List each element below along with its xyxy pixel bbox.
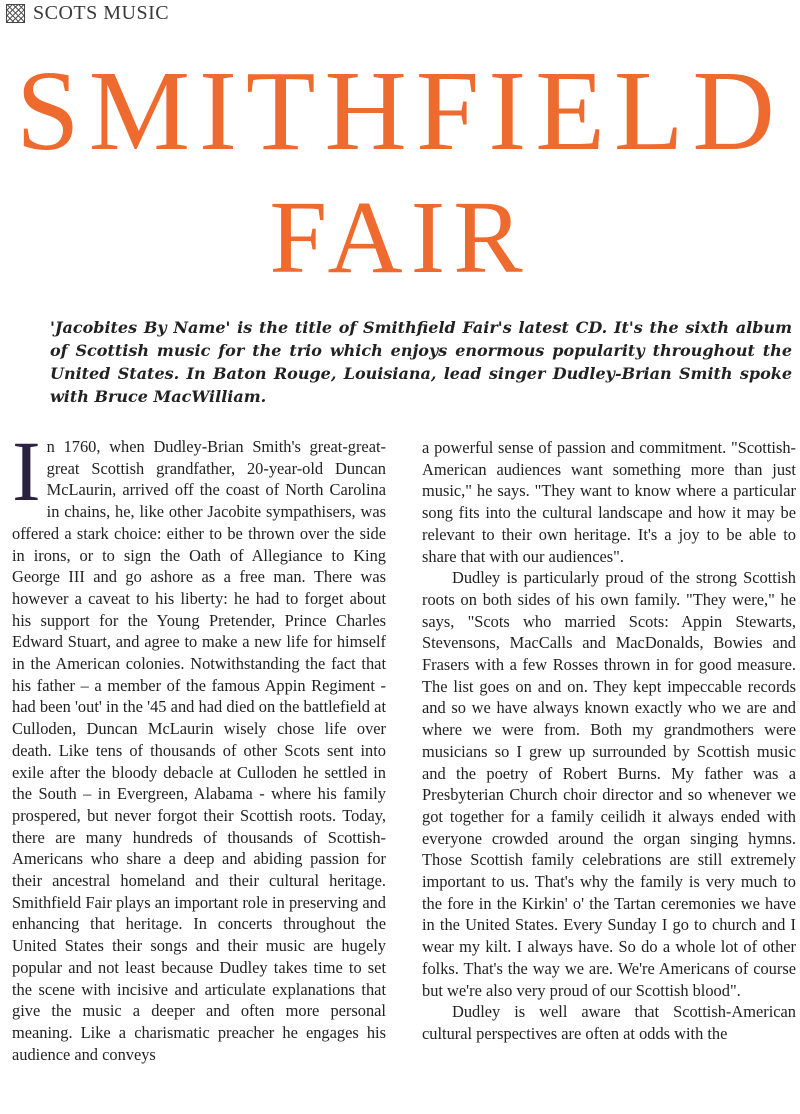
standfirst: 'Jacobites By Name' is the title of Smithfield Fair's latest CD. It's the sixth album of Scottish music for the trio which enjoys enormous popularity throughout the United States. In Baton Rouge, Louisiana, lead singer Dudley-Brian Smith spoke with Bruce MacWilliam. [50, 318, 792, 406]
drop-cap: I [12, 423, 41, 519]
hatched-square-icon [6, 4, 25, 23]
article-paragraph: Dudley is particularly proud of the strong Scottish roots on both sides of his own family. "They were," he says, "Scots who married Scots: Appin Stewarts, Stevensons, MacCalls and MacDonalds, Bowies and Frasers with a few Rosses thrown in for good measure. The list goes on and on. They kept impeccable records and so we have always known exactly who we are and where we were from. Both my grandmothers were musicians so I grew up surrounded by Scottish music and the poetry of Robert Burns. My father was a Presbyterian Church choir director and so whenever we got together for a family ceilidh it always ended with everyone crowded around the organ singing hymns. Those Scottish family celebrations are still extremely important to us. That's why the family is very much to the fore in the Kirkin' o' the Tartan ceremonies we have in the United States. Every Sunday I go to church and I wear my kilt. I always have. So do a whole lot of other folks. That's the way we are. We're Americans of course but we're also very proud of our Scottish blood". [422, 568, 796, 1000]
article-paragraph [12, 423, 386, 1065]
article-body-text: n 1760, when Dudley-Brian Smith's great-great-great Scottish grandfather, 20-year-old Duncan McLaurin, arrived off the coast of North Carolina in chains, he, like other Jacobite sympathisers, was offered a stark choice: either to be thrown over the side in irons, or to sign the Oath of Allegiance to King George III and go ashore as a free man. There was however a caveat to his liberty: he had to forget about his support for the Young Pretender, Prince Charles Edward Stuart, and agree to make a new life for himself in the American colonies. Notwithstanding the fact that his father – a member of the famous Appin Regiment - had been 'out' in the '45 and had died on the battlefield at Culloden, Duncan McLaurin wisely chose life over death. Like tens of thousands of other Scots sent into exile after the bloody debacle at Culloden he settled in the South – in Evergreen, Alabama - where his family prospered, but never forgot their Scottish roots. Today, there are many hundreds of thousands of Scottish-Americans who share a deep and abiding passion for their ancestral homeland and their cultural heritage. Smithfield Fair plays an important role in preserving and enhancing that heritage. In concerts throughout the United States their songs and their music are hugely popular and not least because Dudley takes time to set the scene with incisive and articulate explanations that give the music a deeper and often more personal meaning. Like a charismatic preacher he engages his audience and conveys [12, 437, 386, 1064]
article-paragraph: a powerful sense of passion and commitment. "Scottish-American audiences want something more than just music," he says. "They want to know where a particular song fits into the cultural landscape and how it may be relevant to their own heritage. It's a joy to be able to share that with our audiences". [422, 438, 796, 566]
headline-line-2: FAIR [269, 180, 531, 295]
headline-line-1: SMITHFIELD [16, 47, 784, 174]
section-tag-label: SCOTS MUSIC [33, 2, 170, 24]
article-paragraph: Dudley is well aware that Scottish-American cultural perspectives are often at odds with the [422, 1002, 796, 1043]
article-column-right [422, 437, 796, 1045]
section-tag [6, 2, 169, 25]
article-column-left [12, 423, 386, 1065]
